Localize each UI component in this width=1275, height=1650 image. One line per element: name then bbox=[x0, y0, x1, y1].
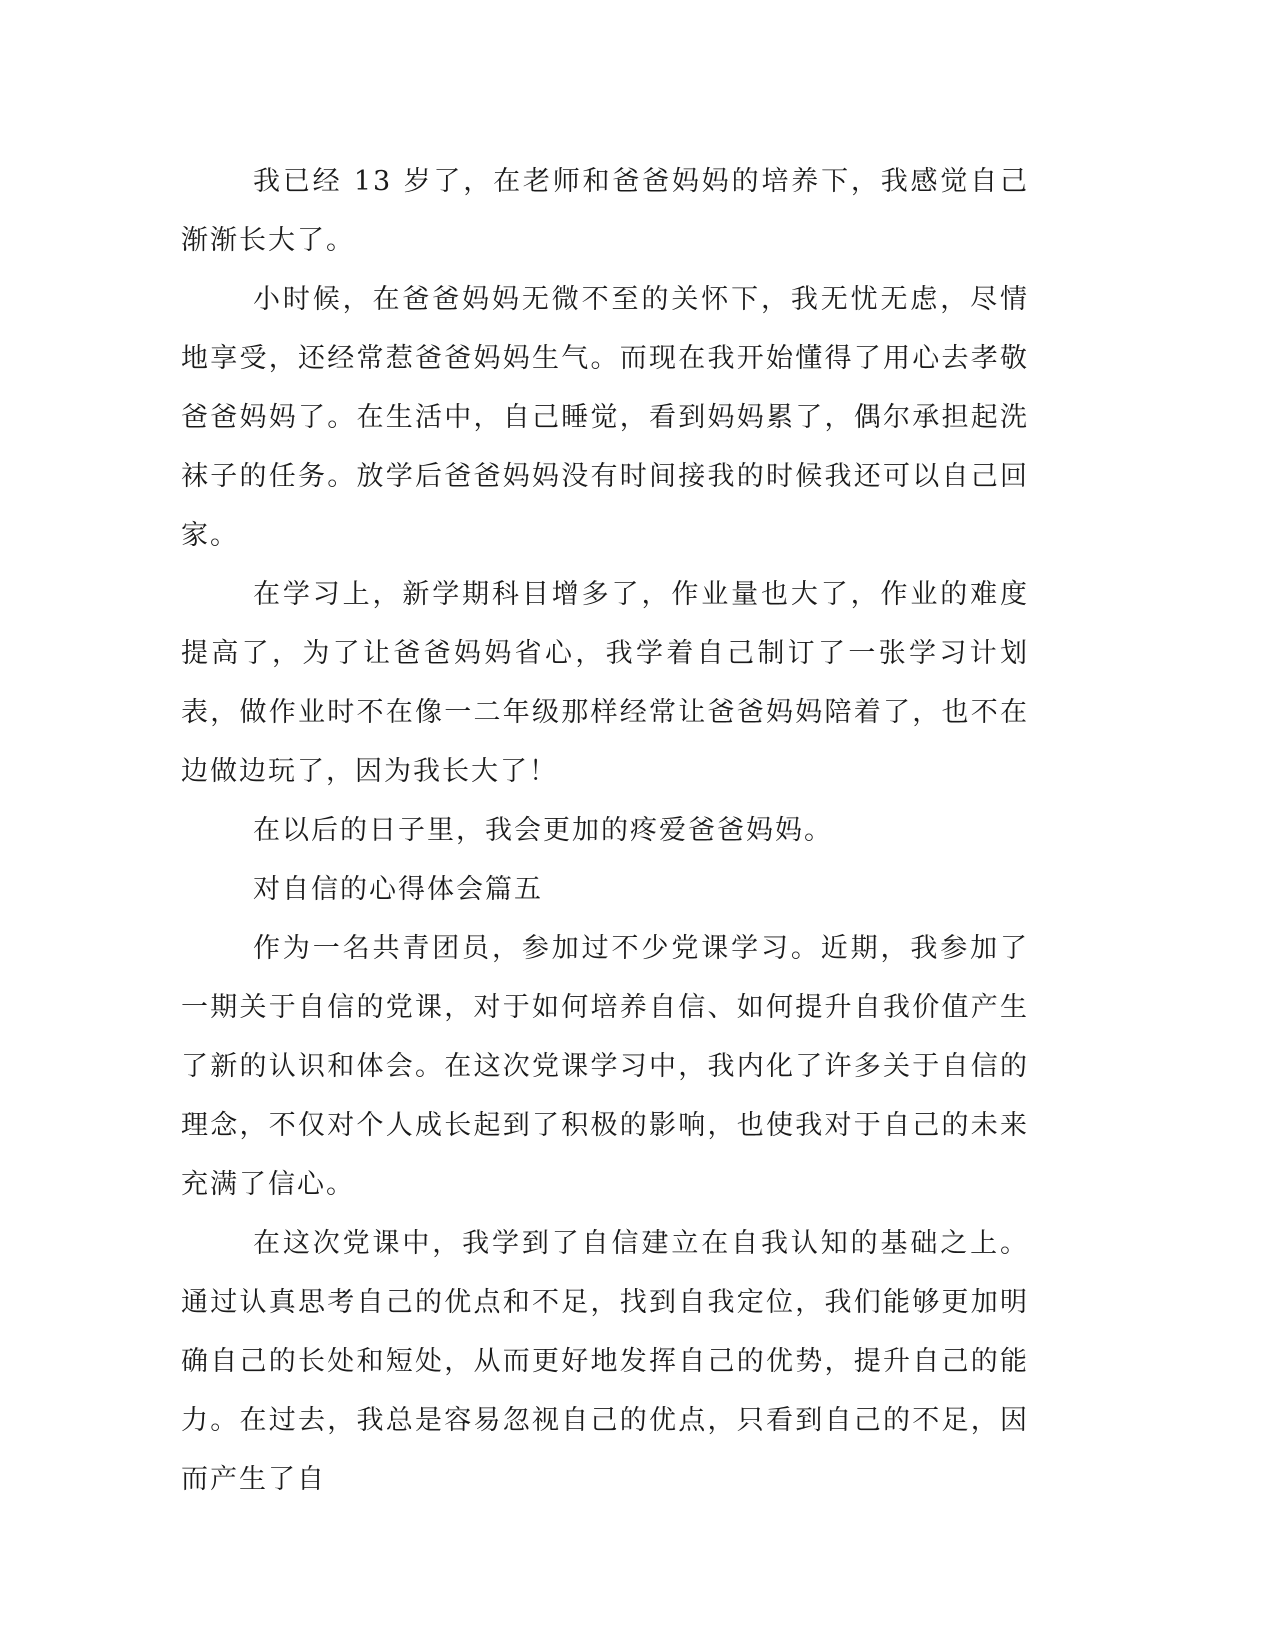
paragraph-childhood: 小时候，在爸爸妈妈无微不至的关怀下，我无忧无虑，尽情地享受，还经常惹爸爸妈妈生气。而现在我开始懂得了用心去孝敬爸爸妈妈了。在生活中，自己睡觉，看到妈妈累了，偶尔承担起洗袜子的任务。放学后爸爸妈妈没有时间接我的时候我还可以自己回家。 bbox=[181, 284, 1029, 551]
section-heading: 对自信的心得体会篇五 bbox=[253, 874, 543, 905]
paragraph-growing-up: 我已经 13 岁了，在老师和爸爸妈妈的培养下，我感觉自己渐渐长大了。 bbox=[181, 166, 1029, 256]
document-body bbox=[181, 152, 1029, 1509]
paragraph-self-awareness: 在这次党课中，我学到了自信建立在自我认知的基础之上。通过认真思考自己的优点和不足，找到自我定位，我们能够更加明确自己的长处和短处，从而更好地发挥自己的优势，提升自己的能力。在过去，我总是容易忽视自己的优点，只看到自己的不足，因而产生了自 bbox=[181, 1228, 1029, 1495]
paragraph-future: 在以后的日子里，我会更加的疼爱爸爸妈妈。 bbox=[253, 815, 833, 846]
paragraph-study: 在学习上，新学期科目增多了，作业量也大了，作业的难度提高了，为了让爸爸妈妈省心，我学着自己制订了一张学习计划表，做作业时不在像一二年级那样经常让爸爸妈妈陪着了，也不在边做边玩了，因为我长大了！ bbox=[181, 579, 1029, 787]
paragraph-party-lesson: 作为一名共青团员，参加过不少党课学习。近期，我参加了一期关于自信的党课，对于如何培养自信、如何提升自我价值产生了新的认识和体会。在这次党课学习中，我内化了许多关于自信的理念，不仅对个人成长起到了积极的影响，也使我对于自己的未来充满了信心。 bbox=[181, 933, 1029, 1200]
